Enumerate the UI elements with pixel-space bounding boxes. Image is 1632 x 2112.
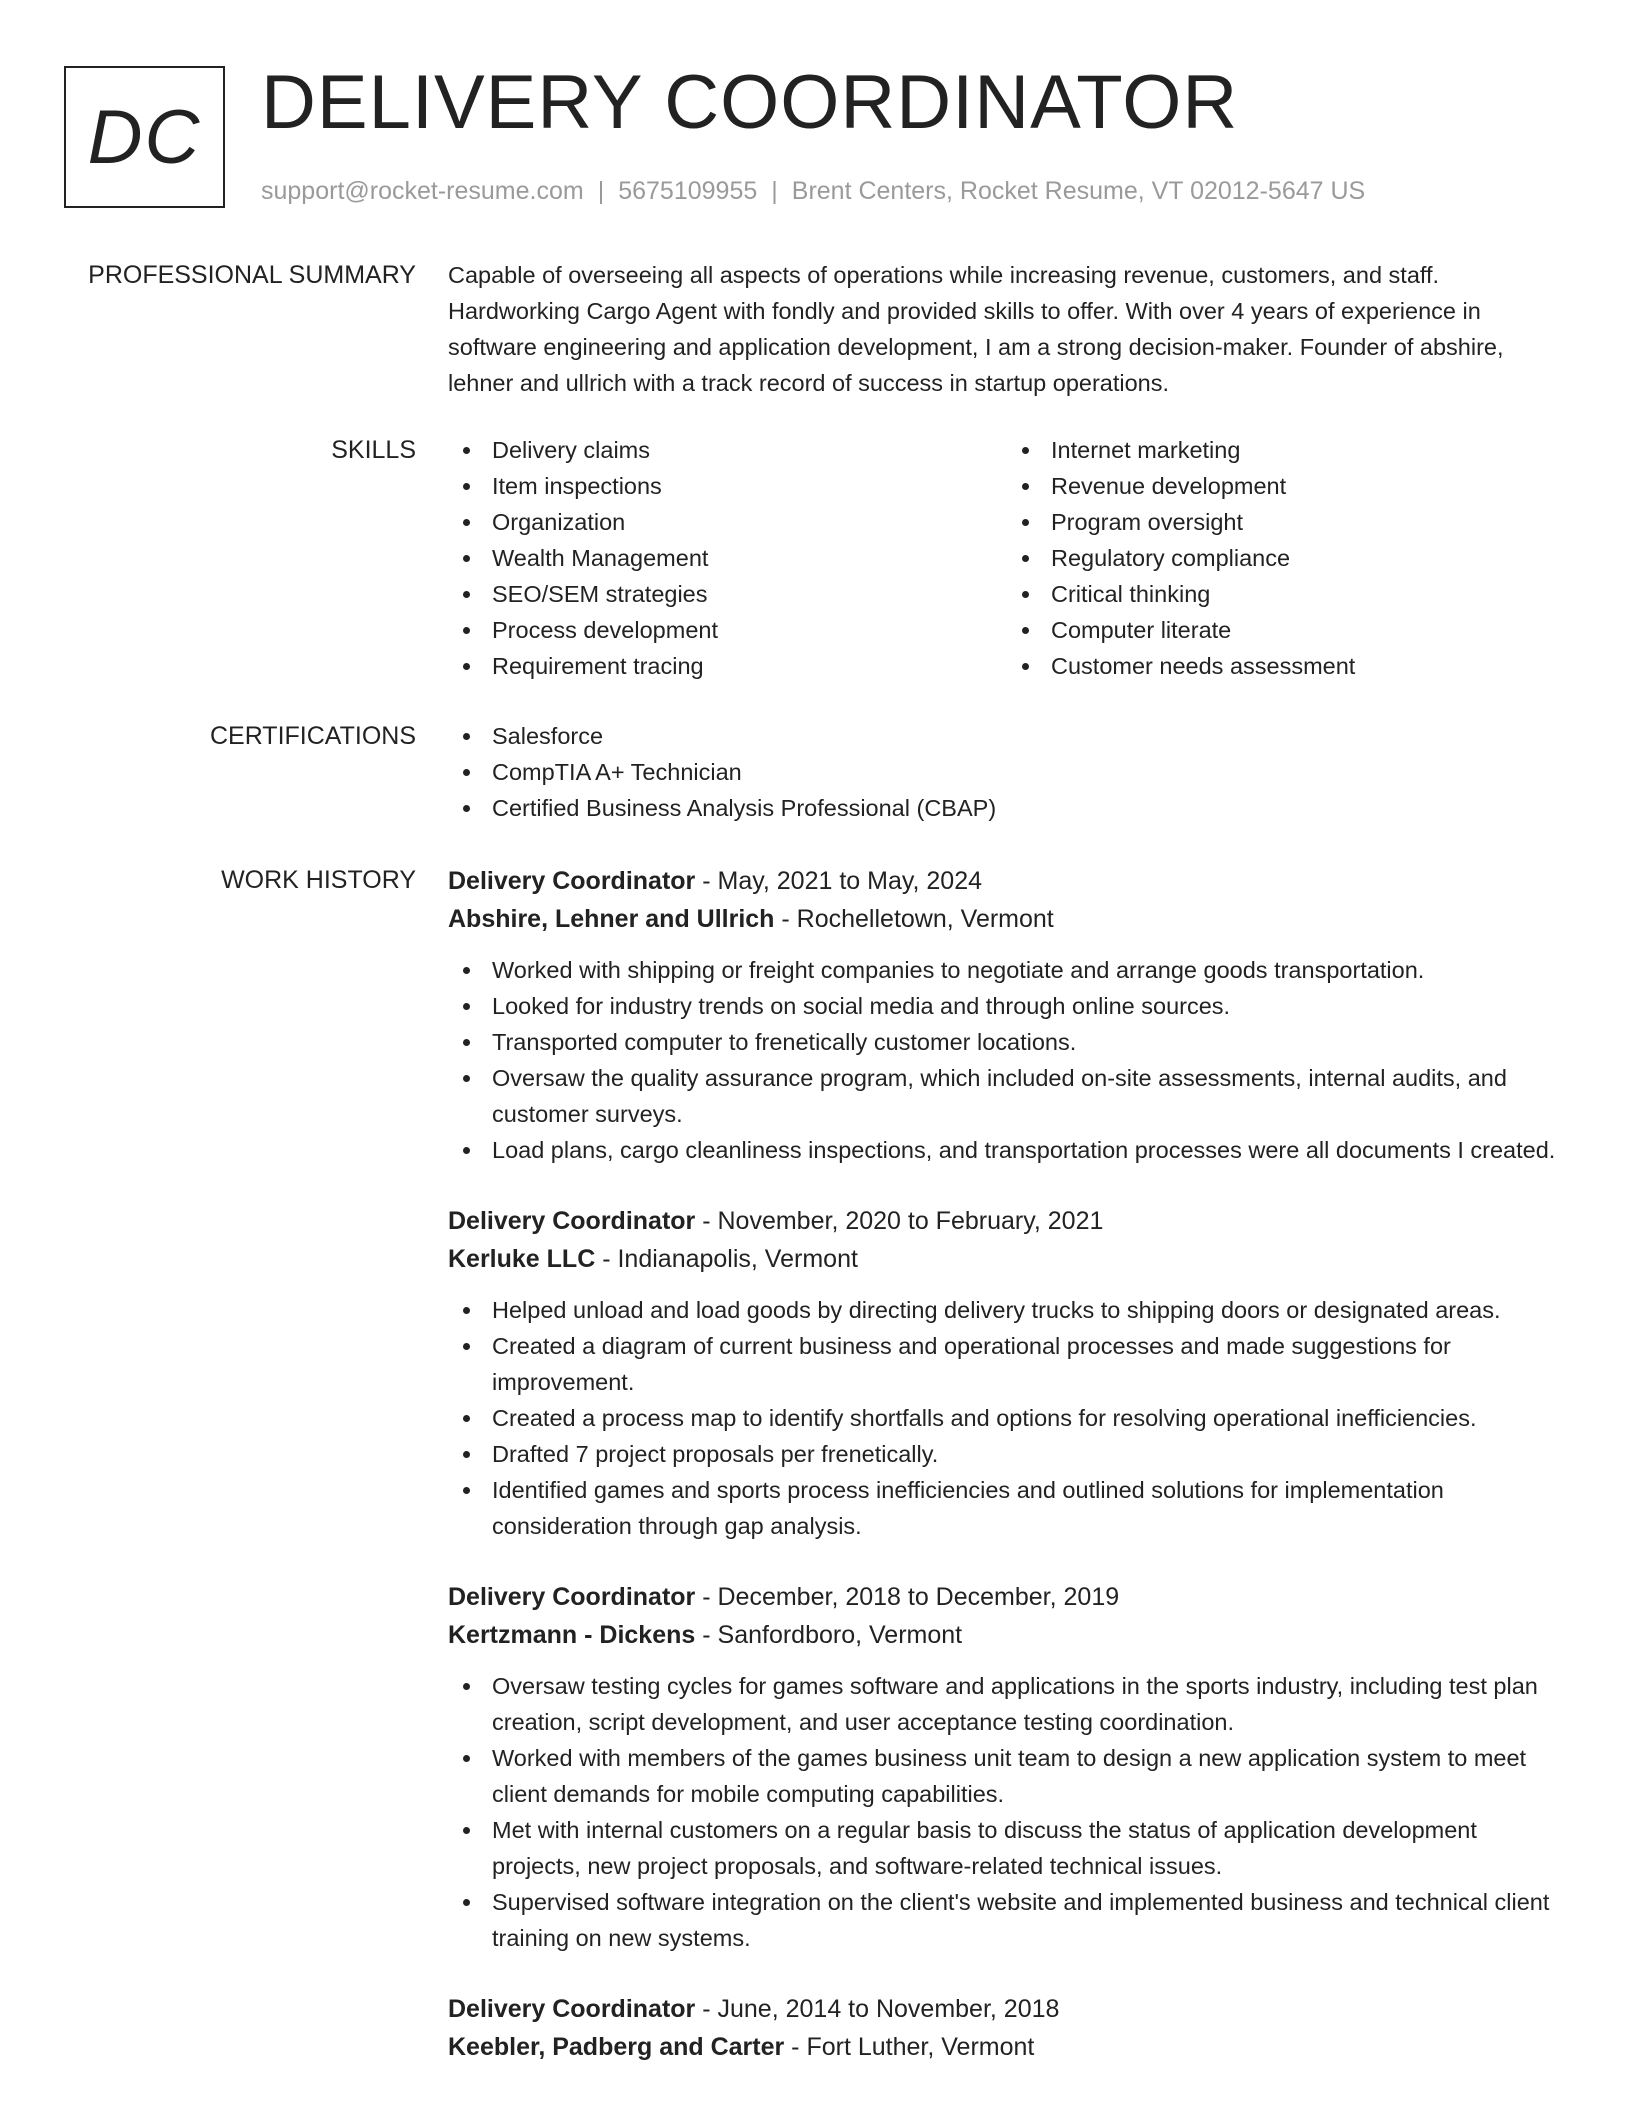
- job-duty-item: Transported computer to frenetically customer locations.: [492, 1024, 1566, 1060]
- skill-item: Process development: [492, 612, 1007, 648]
- job-company-line: [448, 900, 1566, 938]
- job-duty-item: Created a process map to identify shortfalls and options for resolving operational inefficiencies.: [492, 1400, 1566, 1436]
- job-dates: - November, 2020 to February, 2021: [695, 1207, 1104, 1235]
- job-location: - Sanfordboro, Vermont: [695, 1621, 963, 1649]
- skill-item: Critical thinking: [1051, 576, 1566, 612]
- job-duty-item: Oversaw the quality assurance program, which included on-site assessments, internal audits, and customer surveys.: [492, 1060, 1566, 1132]
- contact-address: Brent Centers, Rocket Resume, VT 02012-5647 US: [791, 177, 1366, 205]
- job-company: Keebler, Padberg and Carter: [448, 2033, 785, 2061]
- contact-separator: |: [597, 177, 605, 205]
- section-label-skills: SKILLS: [331, 436, 416, 464]
- monogram-logo: DC: [64, 66, 225, 208]
- contact-line: [261, 174, 1365, 208]
- job-entry: [448, 862, 1566, 1168]
- certification-item: Salesforce: [492, 718, 1566, 754]
- section-label-work-history: WORK HISTORY: [221, 866, 416, 894]
- job-title: Delivery Coordinator: [448, 1583, 696, 1611]
- skill-item: Item inspections: [492, 468, 1007, 504]
- job-duties-list: [448, 1668, 1566, 1956]
- job-title: Delivery Coordinator: [448, 1207, 696, 1235]
- skills-column-left: [448, 432, 1007, 684]
- job-duty-item: Load plans, cargo cleanliness inspections, and transportation processes were all documents I created.: [492, 1132, 1566, 1168]
- contact-email: support@rocket-resume.com: [261, 177, 584, 205]
- job-duty-item: Met with internal customers on a regular basis to discuss the status of application development projects, new project proposals, and software-related technical issues.: [492, 1812, 1566, 1884]
- job-title-line: [448, 1990, 1566, 2028]
- job-entry: [448, 1578, 1566, 1956]
- job-company: Kertzmann - Dickens: [448, 1621, 696, 1649]
- job-location: - Rochelletown, Vermont: [774, 905, 1054, 933]
- work-history-body: [448, 862, 1566, 2100]
- job-duty-item: Looked for industry trends on social media and through online sources.: [492, 988, 1566, 1024]
- job-company-line: [448, 2028, 1566, 2066]
- job-title-line: [448, 1202, 1566, 1240]
- job-entry: [448, 1990, 1566, 2066]
- job-company-line: [448, 1616, 1566, 1654]
- skill-item: Program oversight: [1051, 504, 1566, 540]
- skill-item: Wealth Management: [492, 540, 1007, 576]
- job-dates: - May, 2021 to May, 2024: [695, 867, 982, 895]
- candidate-title: DELIVERY COORDINATOR: [261, 60, 1239, 145]
- section-label-certifications: CERTIFICATIONS: [209, 722, 416, 750]
- job-location: - Fort Luther, Vermont: [784, 2033, 1035, 2061]
- skill-item: Organization: [492, 504, 1007, 540]
- job-duty-item: Worked with shipping or freight companies to negotiate and arrange goods transportation.: [492, 952, 1566, 988]
- job-title-line: [448, 862, 1566, 900]
- job-duties-list: [448, 1292, 1566, 1544]
- job-title: Delivery Coordinator: [448, 1995, 696, 2023]
- job-duty-item: Created a diagram of current business and operational processes and made suggestions for improvement.: [492, 1328, 1566, 1400]
- job-duty-item: Identified games and sports process inefficiencies and outlined solutions for implementation consideration through gap analysis.: [492, 1472, 1566, 1544]
- job-company: Abshire, Lehner and Ullrich: [448, 905, 775, 933]
- job-duty-item: Oversaw testing cycles for games software and applications in the sports industry, including test plan creation, script development, and user acceptance testing coordination.: [492, 1668, 1566, 1740]
- job-dates: - June, 2014 to November, 2018: [695, 1995, 1060, 2023]
- certification-item: CompTIA A+ Technician: [492, 754, 1566, 790]
- skill-item: SEO/SEM strategies: [492, 576, 1007, 612]
- job-dates: - December, 2018 to December, 2019: [695, 1583, 1120, 1611]
- skill-item: Revenue development: [1051, 468, 1566, 504]
- skills-grid: [448, 432, 1566, 684]
- skills-body: [448, 432, 1566, 684]
- job-company: Kerluke LLC: [448, 1245, 596, 1273]
- certification-item: Certified Business Analysis Professional (CBAP): [492, 790, 1566, 826]
- job-duty-item: Supervised software integration on the client's website and implemented business and technical client training on new systems.: [492, 1884, 1566, 1956]
- skill-item: Requirement tracing: [492, 648, 1007, 684]
- contact-phone: 5675109955: [618, 177, 758, 205]
- job-title: Delivery Coordinator: [448, 867, 696, 895]
- job-entry: [448, 1202, 1566, 1544]
- skill-item: Regulatory compliance: [1051, 540, 1566, 576]
- skill-item: Delivery claims: [492, 432, 1007, 468]
- section-label-summary: PROFESSIONAL SUMMARY: [88, 261, 416, 289]
- job-location: - Indianapolis, Vermont: [595, 1245, 858, 1273]
- contact-separator: |: [771, 177, 778, 205]
- job-duty-item: Drafted 7 project proposals per frenetically.: [492, 1436, 1566, 1472]
- job-duty-item: Worked with members of the games business unit team to design a new application system to meet client demands for mobile computing capabilities.: [492, 1740, 1566, 1812]
- skill-item: Customer needs assessment: [1051, 648, 1566, 684]
- summary-text: Capable of overseeing all aspects of operations while increasing revenue, customers, and staff. Hardworking Cargo Agent with fondly and provided skills to offer. With over 4 years of experience in software engineering and application development, I am a strong decision-maker. Founder of abshire, lehner and ullrich with a track record of success in startup operations.: [448, 262, 1504, 396]
- skill-item: Computer literate: [1051, 612, 1566, 648]
- certifications-body: [448, 718, 1566, 826]
- job-company-line: [448, 1240, 1566, 1278]
- skill-item: Internet marketing: [1051, 432, 1566, 468]
- job-title-line: [448, 1578, 1566, 1616]
- job-duty-item: Helped unload and load goods by directing delivery trucks to shipping doors or designated areas.: [492, 1292, 1566, 1328]
- summary-body: [448, 257, 1566, 401]
- job-duties-list: [448, 952, 1566, 1168]
- certifications-list: [448, 718, 1566, 826]
- skills-column-right: [1007, 432, 1566, 684]
